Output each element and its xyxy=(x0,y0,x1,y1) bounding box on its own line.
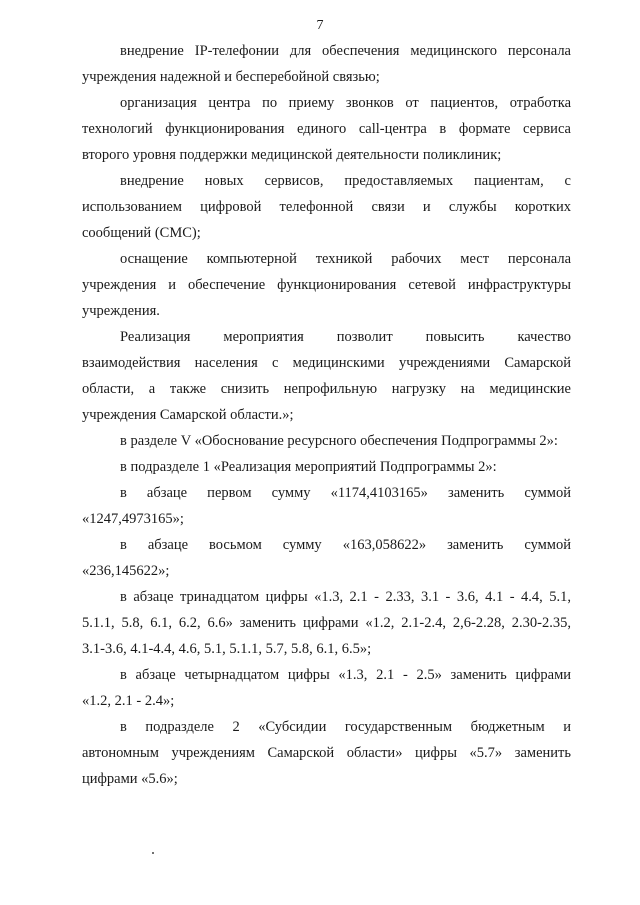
text-line: второго уровня поддержки медицинской деятельности поликлиник; xyxy=(82,147,502,163)
text-line: Реализация мероприятия позволит повысить качество xyxy=(120,329,571,345)
text-line: внедрение IP-телефонии для обеспечения медицинского персонала xyxy=(120,43,571,59)
paragraph xyxy=(82,454,571,480)
text-line: учреждения. xyxy=(82,303,160,319)
paragraph xyxy=(82,38,571,90)
page-number: 7 xyxy=(316,18,324,33)
text-line: в абзаце четырнадцатом цифры «1.3, 2.1 - 2.5» заменить цифрами xyxy=(120,667,571,683)
paragraph xyxy=(82,662,571,714)
text-line: взаимодействия населения с медицинскими учреждениями Самарской xyxy=(82,355,571,371)
text-line: в абзаце первом сумму «1174,4103165» заменить суммой xyxy=(120,485,571,501)
text-line: в разделе V «Обоснование ресурсного обеспечения Подпрограммы 2»: xyxy=(120,433,558,449)
text-line: 5.1.1, 5.8, 6.1, 6.2, 6.6» заменить цифрами «1.2, 2.1-2.4, 2,6-2.28, 2.30-2.35, xyxy=(82,615,571,631)
scan-speck xyxy=(152,852,154,854)
text-line: области, а также снизить непрофильную нагрузку на медицинские xyxy=(82,381,571,397)
paragraph xyxy=(82,168,571,246)
paragraph xyxy=(82,324,571,428)
text-line: оснащение компьютерной техникой рабочих мест персонала xyxy=(120,251,571,267)
text-line: внедрение новых сервисов, предоставляемых пациентам, с xyxy=(120,173,571,189)
text-line: в подразделе 2 «Субсидии государственным бюджетным и xyxy=(120,719,571,735)
paragraph xyxy=(82,714,571,792)
text-line: технологий функционирования единого call-центра в формате сервиса xyxy=(82,121,571,137)
text-line: «236,145622»; xyxy=(82,563,170,579)
text-line: цифрами «5.6»; xyxy=(82,771,178,787)
text-line: автономным учреждениям Самарской области» цифры «5.7» заменить xyxy=(82,745,571,761)
text-line: 3.1-3.6, 4.1-4.4, 4.6, 5.1, 5.1.1, 5.7, 5.8, 6.1, 6.5»; xyxy=(82,641,372,657)
paragraph xyxy=(82,90,571,168)
document-body xyxy=(82,38,571,792)
text-line: в абзаце восьмом сумму «163,058622» заменить суммой xyxy=(120,537,571,553)
text-line: учреждения Самарской области.»; xyxy=(82,407,294,423)
text-line: организация центра по приему звонков от пациентов, отработка xyxy=(120,95,571,111)
paragraph xyxy=(82,532,571,584)
text-line: в абзаце тринадцатом цифры «1.3, 2.1 - 2.33, 3.1 - 3.6, 4.1 - 4.4, 5.1, xyxy=(120,589,571,605)
text-line: учреждения надежной и бесперебойной связью; xyxy=(82,69,380,85)
paragraph xyxy=(82,480,571,532)
text-line: использованием цифровой телефонной связи и службы коротких xyxy=(82,199,571,215)
text-line: в подразделе 1 «Реализация мероприятий Подпрограммы 2»: xyxy=(120,459,497,475)
paragraph xyxy=(82,428,571,454)
paragraph xyxy=(82,584,571,662)
paragraph xyxy=(82,246,571,324)
text-line: «1.2, 2.1 - 2.4»; xyxy=(82,693,175,709)
text-line: «1247,4973165»; xyxy=(82,511,184,527)
text-line: сообщений (СМС); xyxy=(82,225,201,241)
text-line: учреждения и обеспечение функционирования сетевой инфраструктуры xyxy=(82,277,571,293)
